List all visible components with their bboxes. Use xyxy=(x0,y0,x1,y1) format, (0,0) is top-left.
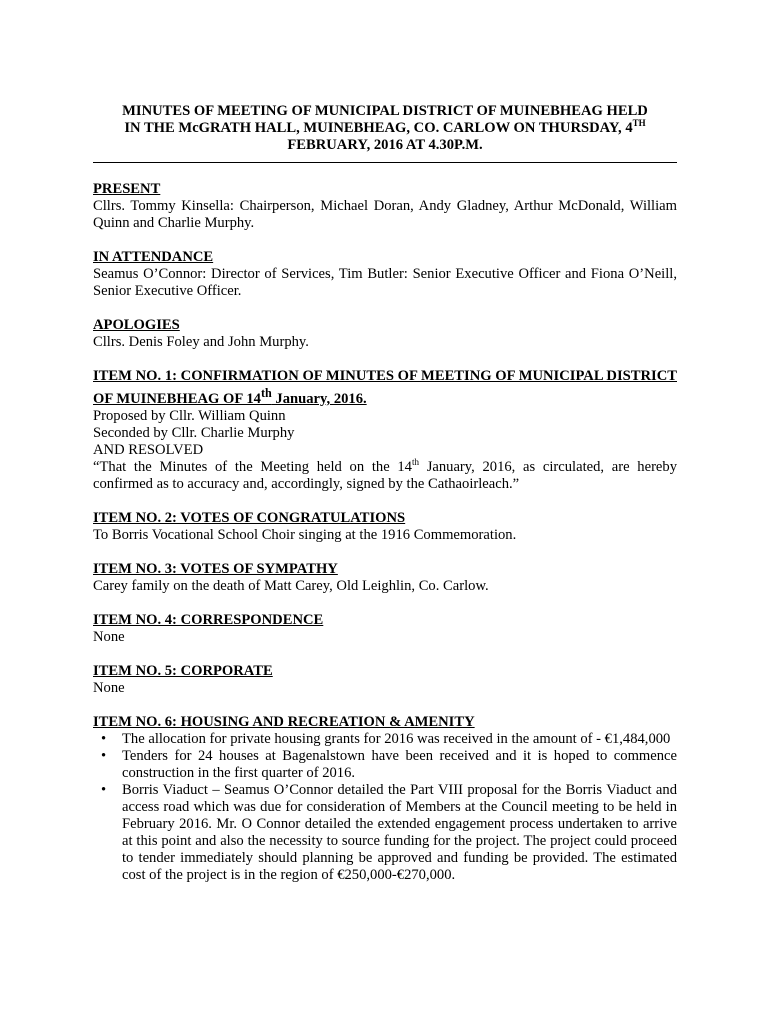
item-2-text: To Borris Vocational School Choir singing at the 1916 Commemoration. xyxy=(93,526,517,543)
apologies-text: Cllrs. Denis Foley and John Murphy. xyxy=(93,334,309,350)
title-divider xyxy=(93,162,677,163)
item-1-heading-superscript: th xyxy=(260,386,272,400)
section-item-3 xyxy=(93,561,677,595)
item-1-heading-text: ITEM NO. 1: CONFIRMATION OF MINUTES OF MEETING OF MUNICIPAL DISTRICT OF MUINEBHEAG OF 14 xyxy=(93,368,677,407)
bullet-icon: • xyxy=(101,781,107,798)
section-present xyxy=(93,181,677,232)
list-item xyxy=(93,748,677,782)
item-1-quote-rest: January, 2016, as circulated, are hereby confirmed as to accuracy and, accordingly, signed by the Cathaoirleach.” xyxy=(93,458,677,492)
item-1-heading xyxy=(93,368,677,408)
item-5-heading: ITEM NO. 5: CORPORATE xyxy=(93,662,273,679)
item-6-bullet-list xyxy=(93,731,677,884)
item-1-proposed: Proposed by Cllr. William Quinn xyxy=(93,407,286,424)
section-item-5 xyxy=(93,663,677,697)
item-6-heading: ITEM NO. 6: HOUSING AND RECREATION & AMENITY xyxy=(93,713,475,730)
title-line-2-superscript: TH xyxy=(632,118,646,129)
section-item-6 xyxy=(93,714,677,884)
present-heading: PRESENT xyxy=(93,181,161,197)
attendance-text: Seamus O’Connor: Director of Services, Tim Butler: Senior Executive Officer and Fiona O’Neill, Senior Executive Officer. xyxy=(93,266,677,299)
item-1-resolved: AND RESOLVED xyxy=(93,441,204,458)
apologies-heading: APOLOGIES xyxy=(93,317,180,333)
bullet-icon: • xyxy=(101,747,107,764)
item-2-heading: ITEM NO. 2: VOTES OF CONGRATULATIONS xyxy=(93,509,406,526)
item-1-quote-text: “That the Minutes of the Meeting held on the 14 xyxy=(93,458,412,475)
bullet-icon: • xyxy=(101,730,107,747)
item-1-quote-superscript: th xyxy=(411,457,419,467)
item-3-heading: ITEM NO. 3: VOTES OF SYMPATHY xyxy=(93,560,338,577)
section-in-attendance xyxy=(93,249,677,300)
section-item-1 xyxy=(93,368,677,493)
item-5-text: None xyxy=(93,679,125,696)
title-line-1: MINUTES OF MEETING OF MUNICIPAL DISTRICT OF MUINEBHEAG HELD xyxy=(122,103,648,119)
list-item-text: Tenders for 24 houses at Bagenalstown have been received and it is hoped to commence construction in the first quarter of 2016. xyxy=(122,747,677,781)
list-item xyxy=(93,731,677,748)
item-1-heading-date: January, 2016. xyxy=(271,390,367,407)
minutes-document xyxy=(93,103,677,901)
item-1-seconded: Seconded by Cllr. Charlie Murphy xyxy=(93,424,295,441)
present-text: Cllrs. Tommy Kinsella: Chairperson, Michael Doran, Andy Gladney, Arthur McDonald, William Quinn and Charlie Murphy. xyxy=(93,198,677,231)
document-title xyxy=(93,103,677,154)
list-item-text: Borris Viaduct – Seamus O’Connor detailed the Part VIII proposal for the Borris Viaduct and access road which was due for consideration of Members at the Council meeting to be held in February 2016. Mr. O Connor detailed the extended engagement process undertaken to arrive at this point and also the necessity to source funding for the project. The project could proceed to tender immediately should planning be approved and funding be provided. The estimated cost of the project is in the region of €250,000-€270,000. xyxy=(122,781,677,883)
title-line-2 xyxy=(93,120,677,137)
item-3-text: Carey family on the death of Matt Carey, Old Leighlin, Co. Carlow. xyxy=(93,577,489,594)
section-apologies xyxy=(93,317,677,351)
title-line-2-text: IN THE McGRATH HALL, MUINEBHEAG, CO. CARLOW ON THURSDAY, 4 xyxy=(124,120,633,136)
item-4-text: None xyxy=(93,628,125,645)
section-item-2 xyxy=(93,510,677,544)
attendance-heading: IN ATTENDANCE xyxy=(93,249,214,265)
section-item-4 xyxy=(93,612,677,646)
list-item xyxy=(93,782,677,884)
title-line-3: FEBRUARY, 2016 AT 4.30P.M. xyxy=(287,137,483,153)
list-item-text: The allocation for private housing grants for 2016 was received in the amount of - €1,484,000 xyxy=(122,730,671,747)
item-4-heading: ITEM NO. 4: CORRESPONDENCE xyxy=(93,611,324,628)
item-1-resolution-quote xyxy=(93,459,677,493)
